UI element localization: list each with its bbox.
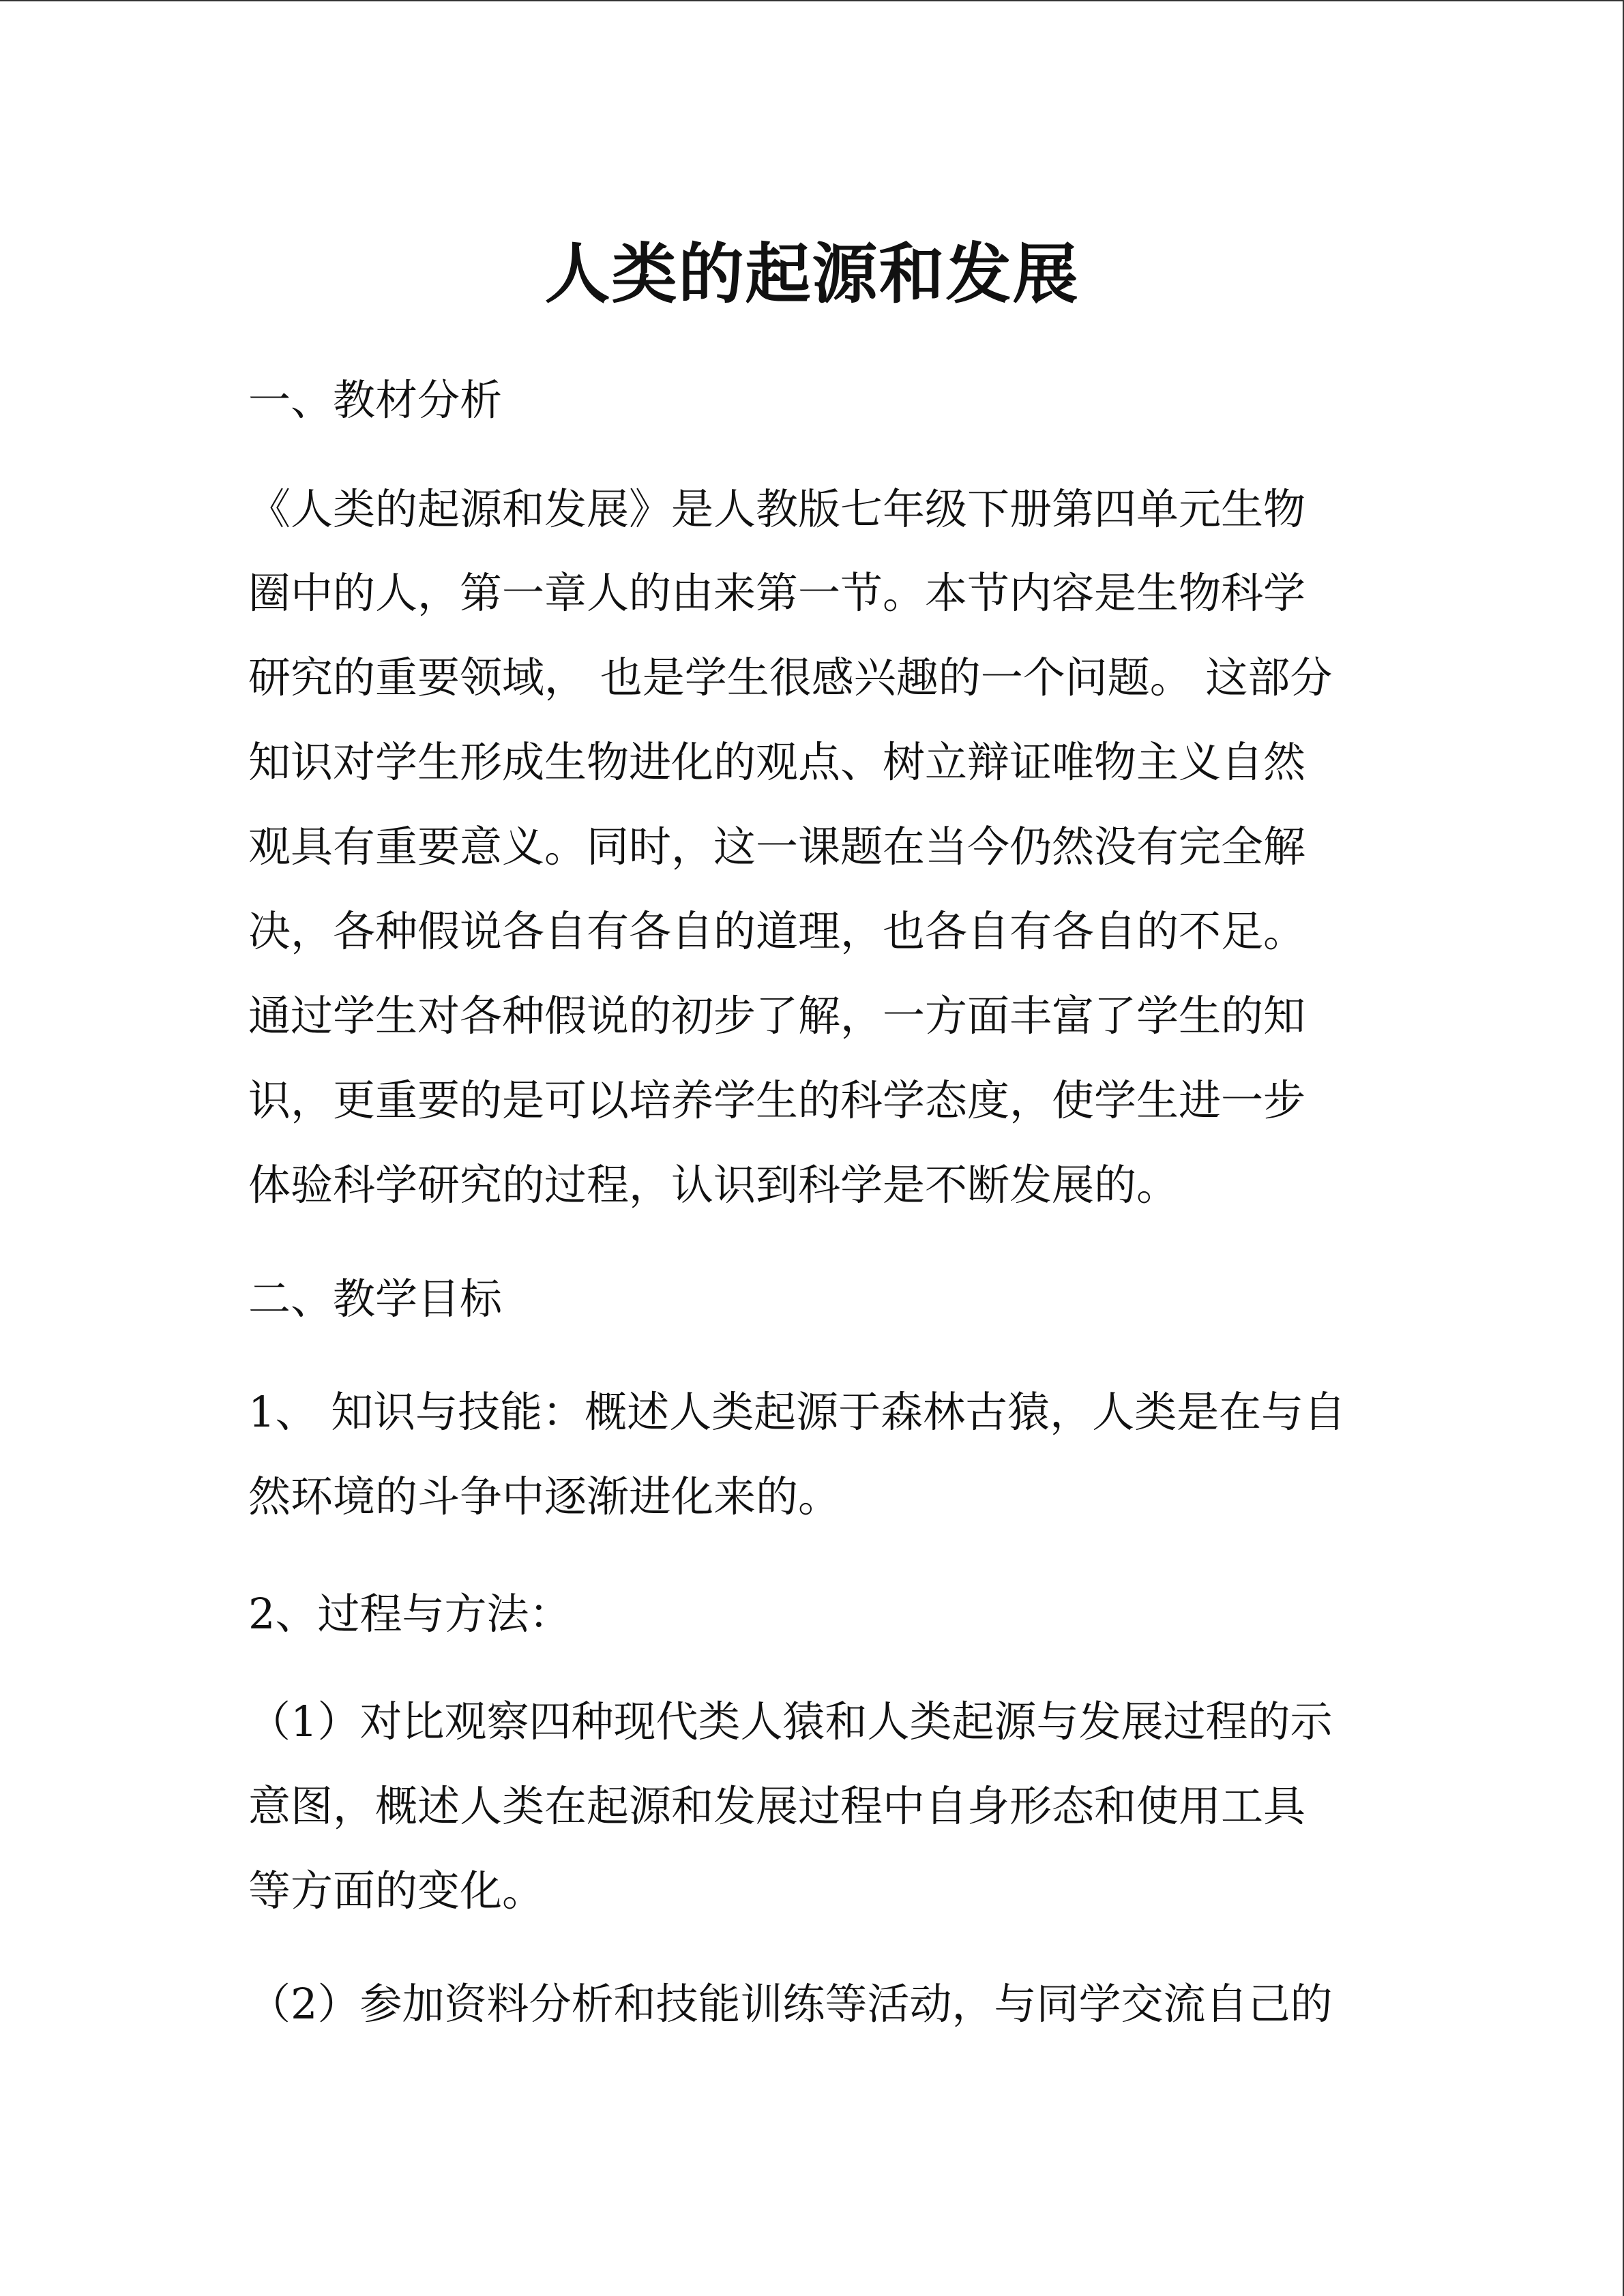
paragraph-line: 观具有重要意义。同时，这一课题在当今仍然没有完全解: [248, 822, 1306, 871]
paragraph-line: 《人类的起源和发展》是人教版七年级下册第四单元生物: [248, 484, 1306, 534]
paragraph-line: 知识对学生形成生物进化的观点、树立辩证唯物主义自然: [248, 737, 1306, 787]
goal-line: 2、过程与方法：: [248, 1589, 572, 1639]
paragraph-line: 决，各种假说各自有各自的道理，也各自有各自的不足。: [248, 906, 1306, 956]
paragraph-line: 通过学生对各种假说的初步了解，一方面丰富了学生的知: [248, 991, 1306, 1041]
paragraph-line: 圈中的人，第一章人的由来第一节。本节内容是生物科学: [248, 568, 1306, 618]
goal-line: 1、 知识与技能：概述人类起源于森林古猿，人类是在与自: [248, 1387, 1346, 1437]
paragraph-line: 体验科学研究的过程，认识到科学是不断发展的。: [248, 1160, 1179, 1210]
section-heading-textbook-analysis: 一、教材分析: [248, 375, 503, 425]
paragraph-line: 识，更重要的是可以培养学生的科学态度，使学生进一步: [248, 1075, 1306, 1125]
goal-line: （2）参加资料分析和技能训练等活动，与同学交流自己的: [248, 1979, 1333, 2029]
document-title: 人类的起源和发展: [544, 236, 1080, 312]
goal-line: 等方面的变化。: [248, 1866, 545, 1915]
goal-line: 然环境的斗争中逐渐进化来的。: [248, 1472, 841, 1521]
goal-line: 意图，概述人类在起源和发展过程中自身形态和使用工具: [248, 1781, 1306, 1831]
goal-line: （1）对比观察四种现代类人猿和人类起源与发展过程的示: [248, 1697, 1333, 1746]
paragraph-line: 研究的重要领域， 也是学生很感兴趣的一个问题。 这部分: [248, 653, 1333, 702]
section-heading-teaching-goals: 二、教学目标: [248, 1274, 503, 1324]
